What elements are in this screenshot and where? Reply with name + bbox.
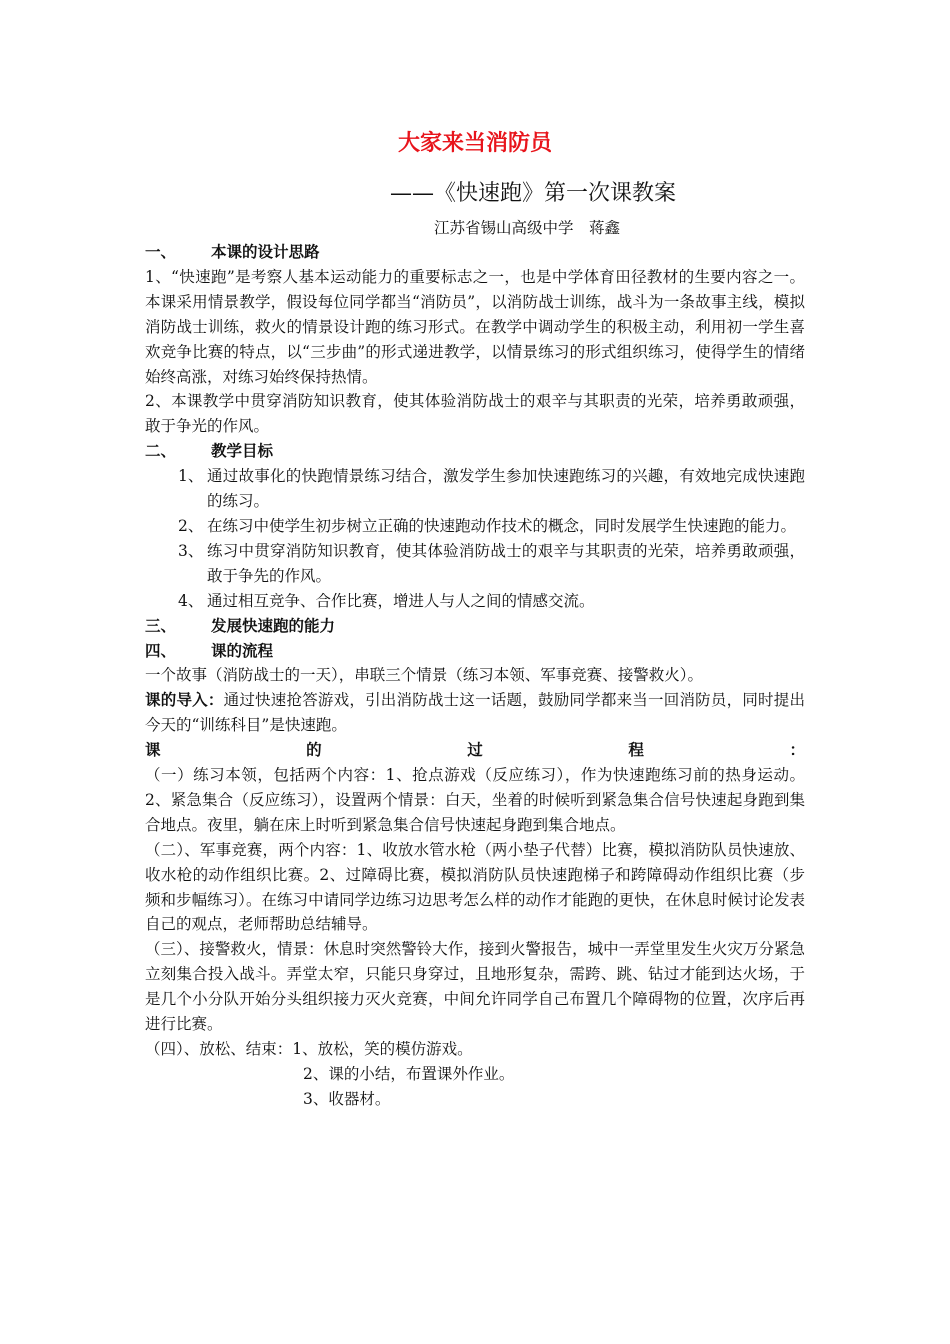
item-text: 通过相互竞争、合作比赛，增进人与人之间的情感交流。 — [207, 591, 595, 610]
item-number: 3、 — [178, 541, 204, 560]
process-paragraph: （一）练习本领，包括两个内容：1、抢点游戏（反应练习），作为快速跑练习前的热身运动。2、紧急集合（反应练习），设置两个情景：白天，坐着的时候听到紧急集合信号快速起身跑到集合地点。夜里，躺在床上时听到紧急集合信号快速起身跑到集合地点。 — [145, 766, 805, 834]
item-text: 通过故事化的快跑情景练习结合，激发学生参加快速跑练习的兴趣，有效地完成快速跑的练习。 — [207, 467, 805, 511]
intro-paragraph — [145, 688, 805, 738]
section-heading-4 — [145, 639, 805, 664]
process-label-char: 的 — [306, 741, 322, 760]
list-item — [145, 589, 805, 614]
document-title: 大家来当消防员 — [397, 131, 552, 156]
list-item — [145, 539, 805, 589]
process-label — [145, 738, 805, 763]
section-number: 一、 — [145, 243, 177, 261]
section-number: 四、 — [145, 641, 177, 660]
process-label-char: ： — [789, 741, 805, 760]
document-body — [145, 240, 805, 1112]
intro-text: 通过快速抢答游戏，引出消防战士这一话题，鼓励同学都来当一回消防员，同时提出今天的“训练科目”是快速跑。 — [145, 691, 805, 735]
closing-line: 2、课的小结，布置课外作业。 — [303, 1064, 515, 1083]
section-number: 二、 — [145, 442, 177, 461]
process-paragraph: （二）、军事竞赛，两个内容：1、收放水管水枪（两小垫子代替）比赛，模拟消防队员快速放、收水枪的动作组织比赛。2、过障碍比赛，模拟消防队员快速跑梯子和跨障碍动作组织比赛（步频和步幅练习）。在练习中请同学边练习边思考怎么样的动作才能跑的更快，在休息时候讨论发表自己的观点，老师帮助总结辅导。 — [145, 840, 805, 934]
intro-label: 课的导入： — [145, 691, 224, 710]
closing-line: 3、收器材。 — [303, 1089, 391, 1108]
process-label-char: 过 — [467, 741, 483, 760]
process-paragraph: （三）、接警救火，情景：休息时突然警铃大作，接到火警报告，城中一弄堂里发生火灾万分紧急立刻集合投入战斗。弄堂太窄，只能只身穿过，且地形复杂，需跨、跳、钻过才能到达火场，于是几个小分队开始分头组织接力灭火竞赛，中间允许同学自己布置几个障碍物的位置，次序后再进行比赛。 — [145, 940, 805, 1034]
item-text: 练习中贯穿消防知识教育，使其体验消防战士的艰辛与其职责的光荣，培养勇敢顽强，敢于争先的作风。 — [207, 541, 805, 585]
paragraph: 2、本课教学中贯穿消防知识教育，使其体验消防战士的艰辛与其职责的光荣，培养勇敢顽强，敢于争光的作风。 — [145, 392, 805, 436]
item-number: 1、 — [178, 467, 204, 486]
author-line: 江苏省锡山高级中学 蒋鑫 — [434, 219, 621, 237]
list-item — [145, 514, 805, 539]
section-heading-2 — [145, 439, 805, 464]
section-title: 本课的设计思路 — [211, 243, 320, 261]
section-number: 三、 — [145, 616, 177, 635]
list-item — [145, 464, 805, 514]
section-title: 教学目标 — [211, 442, 274, 461]
process-paragraph: （四）、放松、结束：1、放松，笑的模仿游戏。 — [145, 1040, 473, 1058]
item-text: 在练习中使学生初步树立正确的快速跑动作技术的概念，同时发展学生快速跑的能力。 — [207, 516, 797, 535]
item-number: 2、 — [178, 516, 204, 535]
story-paragraph: 一个故事（消防战士的一天），串联三个情景（练习本领、军事竞赛、接警救火）。 — [145, 666, 704, 685]
process-label-char: 课 — [145, 741, 161, 760]
section-heading-1 — [145, 240, 805, 265]
section-title: 发展快速跑的能力 — [211, 616, 336, 635]
process-label-char: 程 — [628, 741, 644, 760]
section-heading-3 — [145, 614, 805, 639]
document-subtitle: ——《快速跑》第一次课教案 — [390, 181, 677, 206]
paragraph: 1、“快速跑”是考察人基本运动能力的重要标志之一，也是中学体育田径教材的生要内容之一。本课采用情景教学，假设每位同学都当“消防员”，以消防战士训练，战斗为一条故事主线，模拟消防战士训练，救火的情景设计跑的练习形式。在教学中调动学生的积极主动，利用初一学生喜欢竞争比赛的特点，以“三步曲”的形式递进教学，以情景练习的形式组织练习，使得学生的情绪始终高涨，对练习始终保持热情。 — [145, 267, 805, 386]
section-title: 课的流程 — [211, 641, 274, 660]
item-number: 4、 — [178, 591, 204, 610]
